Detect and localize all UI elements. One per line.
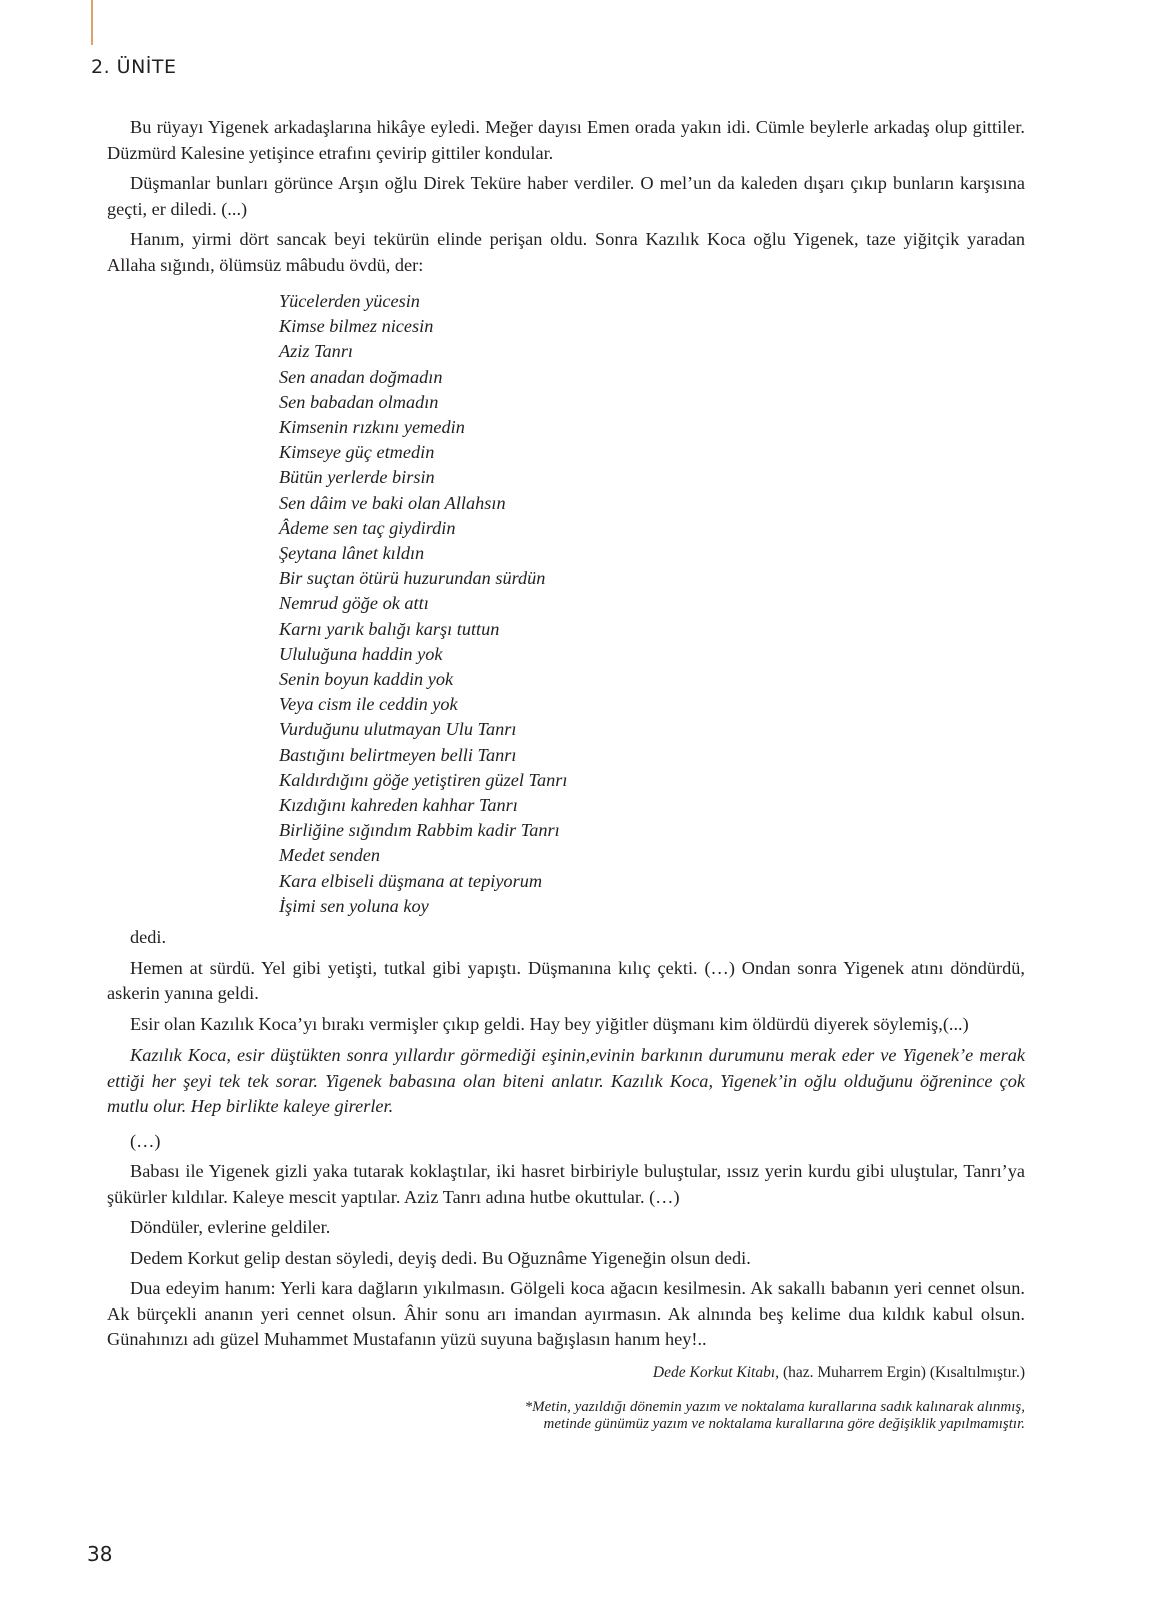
paragraph: Hemen at sürdü. Yel gibi yetişti, tutkal gibi yapıştı. Düşmanına kılıç çekti. (…) Ondan sonra Yigenek atını döndürdü, askerin yanına geldi. [107,957,1025,1004]
poem-line: Vurduğunu ulutmayan Ulu Tanrı [279,719,517,740]
poem-line: Şeytana lânet kıldın [279,543,425,564]
footnote [107,1399,1025,1433]
poem-line: Sen dâim ve baki olan Allahsın [279,492,506,513]
poem-line: Sen babadan olmadın [279,391,439,412]
paragraph: Esir olan Kazılık Koca’yı bırakı vermişler çıkıp geldi. Hay bey yiğitler düşmanı kim öldürdü diyerek söylemiş,(...) [130,1013,969,1034]
source-detail: (haz. Muharrem Ergin) (Kısaltılmıştır.) [779,1363,1025,1381]
source-book-title: Dede Korkut Kitabı, [652,1363,780,1381]
poem-line: Nemrud göğe ok attı [279,593,429,614]
poem-line: Bütün yerlerde birsin [279,467,435,488]
poem-line: Kimseye güç etmedin [279,442,435,463]
footnote-line: *Metin, yazıldığı dönemin yazım ve noktalama kurallarına sadık kalınarak alınmış, [524,1398,1025,1415]
poem-line: Kimse bilmez nicesin [279,316,434,337]
poem-line: Bir suçtan ötürü huzurundan sürdün [279,568,546,589]
paragraph: Hanım, yirmi dört sancak beyi tekürün elinde perişan oldu. Sonra Kazılık Koca oğlu Yigenek, taze yiğitçik yaradan Allaha sığındı, ölümsüz mâbudu övdü, der: [107,229,1025,275]
page-number: 38 [87,1542,113,1566]
source-citation [107,1363,1025,1383]
paragraph: Dedem Korkut gelip destan söyledi, deyiş dedi. Bu Oğuznâme Yigeneğin olsun dedi. [130,1247,751,1268]
unit-header: 2. ÜNİTE [91,56,177,78]
paragraph: Düşmanlar bunları görünce Arşın oğlu Direk Teküre haber verdiler. O mel’un da kaleden dışarı çıkıp bunların karşısına geçti, er diledi. (...) [107,173,1025,219]
poem-line: Medet senden [279,845,381,866]
poem-line: Ululuğuna haddin yok [279,643,443,664]
page-body [107,115,1025,1433]
poem-line: Kara elbiseli düşmana at tepiyorum [279,870,543,891]
poem-line: Aziz Tanrı [279,341,354,362]
paragraph: dedi. [130,927,167,948]
poem-line: Kimsenin rızkını yemedin [279,417,465,438]
poem-line: Veya cism ile ceddin yok [279,694,458,715]
summary-paragraph: Kazılık Koca, esir düştükten sonra yıllardır görmediği eşinin,evinin barkının durumunu merak eder ve Yigenek’e merak ettiği her şeyi tek tek sorar. Yigenek babasına olan biteni anlatır. Kazılık Koca, Yigenek’in oğlu olduğunu öğrenince çok mutlu olur. Hep birlikte kaleye girerler. [107,1045,1025,1117]
poem-line: Bastığını belirtmeyen belli Tanrı [279,744,517,765]
header-accent-bar [91,0,93,45]
poem-line: Birliğine sığındım Rabbim kadir Tanrı [279,820,560,841]
footnote-line: metinde günümüz yazım ve noktalama kurallarına göre değişiklik yapılmamıştır. [543,1415,1025,1432]
paragraph: Dua edeyim hanım: Yerli kara dağların yıkılmasın. Gölgeli koca ağacın kesilmesin. Ak sakallı babanın yeri cennet olsun. Ak bürçekli ananın yeri cennet olsun. Âhir sonu arı imandan ayırmasın. Ak alnında beş kelime dua kıldık kabul olsun. Günahınızı adı güzel Muhammet Mustafanın yüzü suyuna bağışlasın hanım hey!.. [107,1278,1025,1350]
paragraph: (…) [130,1130,161,1151]
paragraph: Döndüler, evlerine geldiler. [130,1217,331,1238]
poem-line: İşimi sen yoluna koy [279,895,429,916]
poem-line: Karnı yarık balığı karşı tuttun [279,618,500,639]
poem-line: Kızdığını kahreden kahhar Tanrı [279,795,518,816]
poem-line: Âdeme sen taç giydirdin [279,517,456,538]
poem-line: Kaldırdığını göğe yetiştiren güzel Tanrı [279,769,568,790]
paragraph: Babası ile Yigenek gizli yaka tutarak koklaştılar, iki hasret birbiriyle buluştular, ıssız yerin kurdu gibi uluştular, Tanrı’ya şükürler kıldılar. Kaleye mescit yaptılar. Aziz Tanrı adına hutbe okuttular. (…) [107,1161,1025,1207]
poem-line: Senin boyun kaddin yok [279,669,454,690]
paragraph: Bu rüyayı Yigenek arkadaşlarına hikâye eyledi. Meğer dayısı Emen orada yakın idi. Cümle beylerle arkadaş olup gittiler. Düzmürd Kalesine yetişince etrafını çevirip gittiler kondular. [107,117,1025,163]
poem [279,289,1025,919]
poem-line: Sen anadan doğmadın [279,366,443,387]
poem-line: Yücelerden yücesin [279,291,420,311]
